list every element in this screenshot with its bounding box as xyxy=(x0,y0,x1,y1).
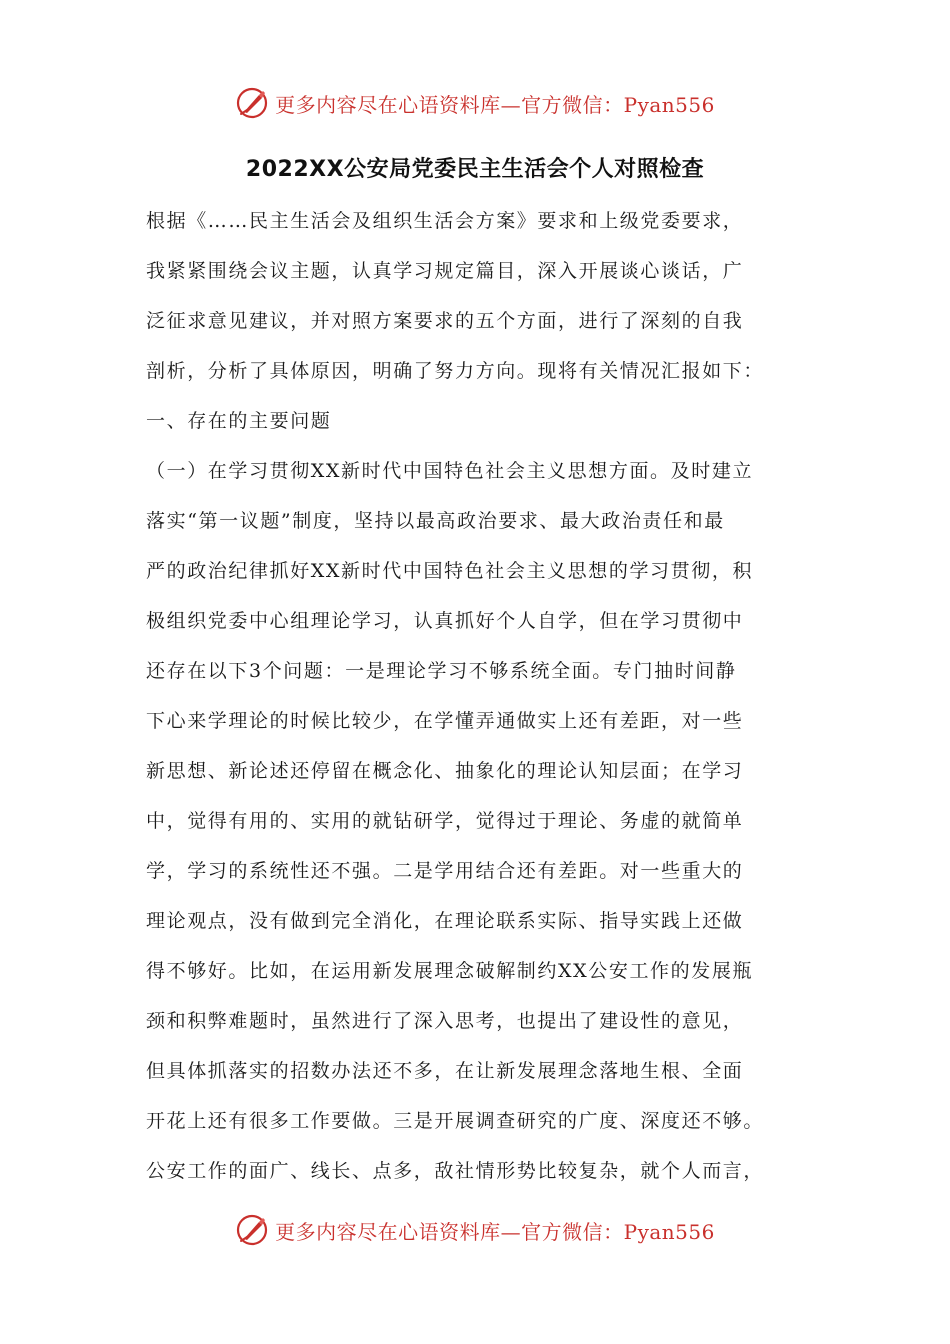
paragraph-line: 学，学习的系统性还不强。二是学用结合还有差距。对一些重大的 xyxy=(146,860,744,882)
paragraph-line: 落实“第一议题”制度，坚持以最高政治要求、最大政治责任和最 xyxy=(146,510,725,532)
paragraph-line: 开花上还有很多工作要做。三是开展调查研究的广度、深度还不够。 xyxy=(146,1110,765,1132)
paragraph-line: 得不够好。比如，在运用新发展理念破解制约XX公安工作的发展瓶 xyxy=(146,960,754,982)
paragraph-line: 中，觉得有用的、实用的就钻研学，觉得过于理论、务虚的就简单 xyxy=(146,810,744,832)
paragraph-line: 根据《……民主生活会及组织生活会方案》要求和上级党委要求， xyxy=(146,210,744,232)
watermark-text: 更多内容尽在心语资料库—官方微信：Pyan556 xyxy=(275,1219,715,1244)
paragraph-line: 极组织党委中心组理论学习，认真抓好个人自学，但在学习贯彻中 xyxy=(146,610,744,632)
quill-logo-icon xyxy=(235,86,269,120)
paragraph-line: 颈和积弊难题时，虽然进行了深入思考，也提出了建设性的意见， xyxy=(146,1010,744,1032)
watermark-text: 更多内容尽在心语资料库—官方微信：Pyan556 xyxy=(275,92,715,117)
paragraph-line: 严的政治纪律抓好XX新时代中国特色社会主义思想的学习贯彻，积 xyxy=(146,560,754,582)
paragraph-line: 但具体抓落实的招数办法还不多，在让新发展理念落地生根、全面 xyxy=(146,1060,744,1082)
document-title: 2022XX公安局党委民主生活会个人对照检查 xyxy=(245,157,705,182)
paragraph-line: 新思想、新论述还停留在概念化、抽象化的理论认知层面；在学习 xyxy=(146,760,744,782)
watermark-header xyxy=(0,83,950,123)
paragraph-line: 剖析，分析了具体原因，明确了努力方向。现将有关情况汇报如下： xyxy=(146,360,765,382)
watermark-footer xyxy=(0,1210,950,1250)
section-heading: 一、存在的主要问题 xyxy=(146,410,332,432)
paragraph-line: 我紧紧围绕会议主题，认真学习规定篇目，深入开展谈心谈话，广 xyxy=(146,260,744,282)
paragraph-line: 下心来学理论的时候比较少，在学懂弄通做实上还有差距，对一些 xyxy=(146,710,744,732)
document-body xyxy=(146,196,836,1196)
quill-logo-icon xyxy=(235,1213,269,1247)
paragraph-line: 还存在以下3个问题：一是理论学习不够系统全面。专门抽时间静 xyxy=(146,660,737,682)
paragraph-line: 理论观点，没有做到完全消化，在理论联系实际、指导实践上还做 xyxy=(146,910,744,932)
paragraph-line: （一）在学习贯彻XX新时代中国特色社会主义思想方面。及时建立 xyxy=(146,460,754,482)
paragraph-line: 公安工作的面广、线长、点多，敌社情形势比较复杂，就个人而言， xyxy=(146,1160,765,1182)
paragraph-line: 泛征求意见建议，并对照方案要求的五个方面，进行了深刻的自我 xyxy=(146,310,744,332)
